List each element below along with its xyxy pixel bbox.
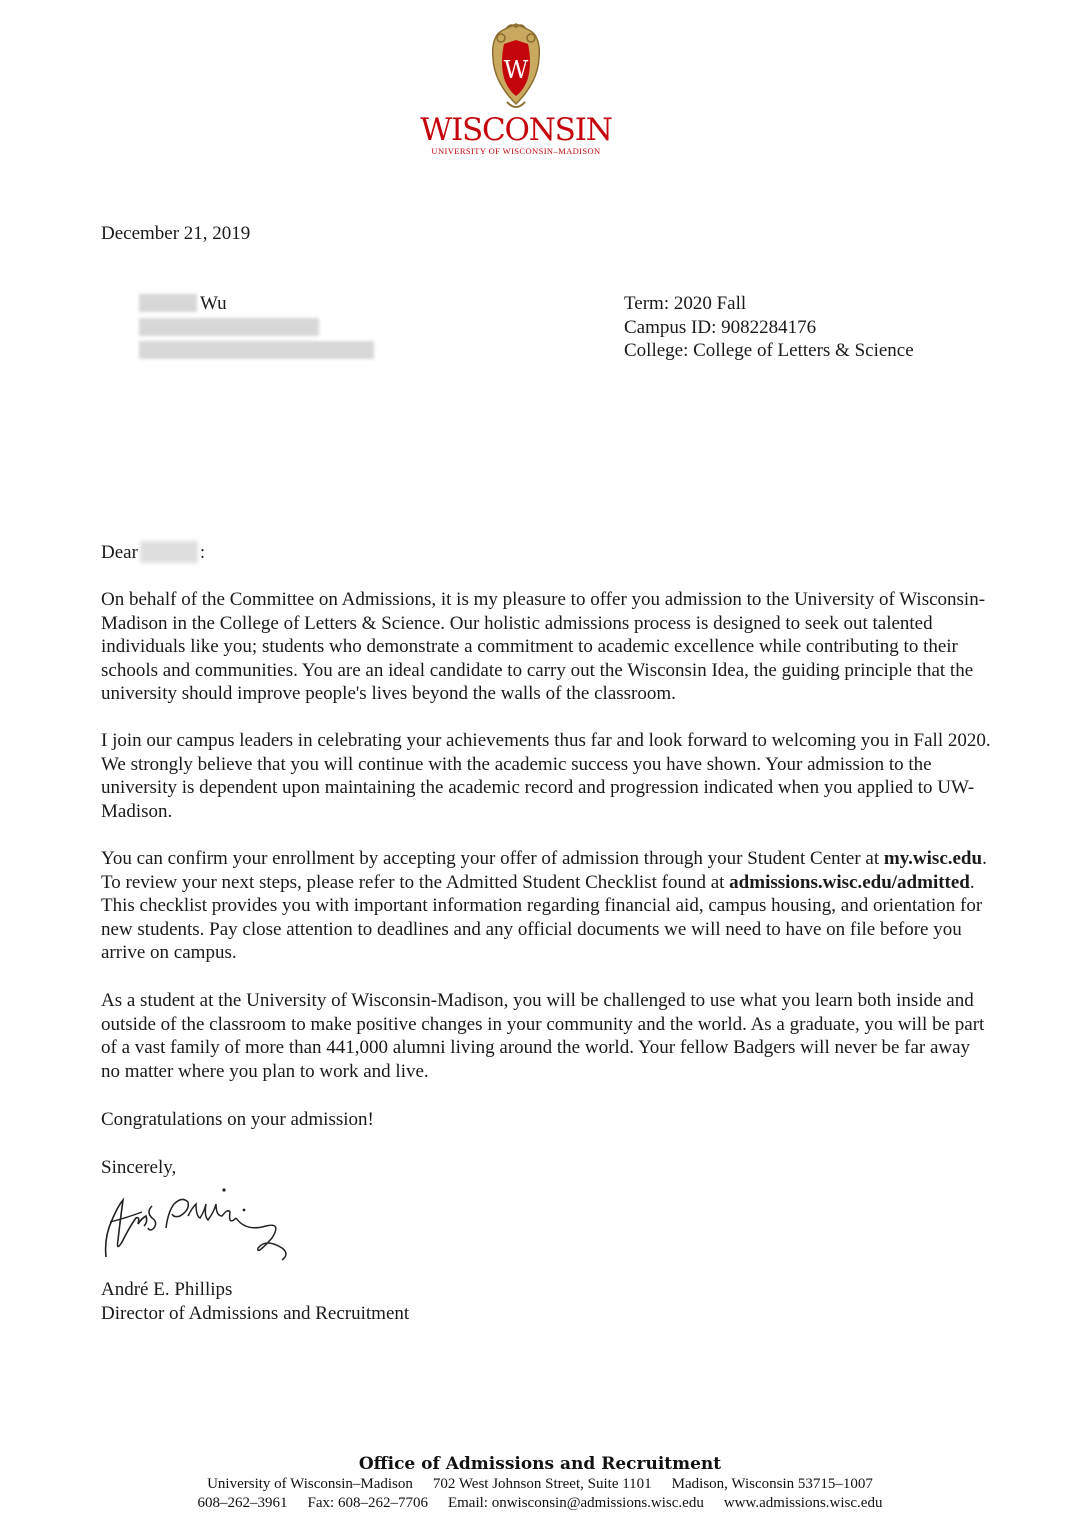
handwritten-signature — [96, 1182, 296, 1272]
letterhead — [416, 22, 616, 156]
signer-block — [101, 1278, 409, 1325]
link-admitted-checklist[interactable]: admissions.wisc.edu/admitted — [729, 871, 970, 893]
admission-details — [624, 292, 914, 363]
salutation-prefix: Dear — [101, 542, 138, 563]
letter-date: December 21, 2019 — [101, 223, 251, 244]
footer-street: 702 West Johnson Street, Suite 1101 — [432, 1476, 652, 1492]
footer-phone: 608–262–3961 — [197, 1495, 288, 1511]
signer-title: Director of Admissions and Recruitment — [101, 1302, 410, 1324]
paragraph-next-steps — [101, 847, 991, 965]
paragraph-offer: On behalf of the Committee on Admissions, it is my pleasure to offer you admission to the University of Wisconsin-Madison in the College of Letters & Science. Our holistic admissions process is designed to seek out talented individuals like you; students who demonstrate a commitment to academic excellence while contributing to their schools and communities. You are an ideal candidate to carry out the Wisconsin Idea, the guiding principle that the university should improve people's lives beyond the walls of the classroom. — [101, 589, 986, 704]
footer-address-line — [0, 1475, 1080, 1494]
redacted-recipient-name — [140, 541, 198, 563]
redacted-address-line-1 — [139, 318, 319, 336]
paragraph-badgers: As a student at the University of Wisconsin-Madison, you will be challenged to use what you learn both inside and outside of the classroom to make positive changes in your community and the world. As a graduate, you will be part of a vast family of more than 441,000 alumni living around the world. Your fellow Badgers will never be far away no matter where you plan to work and live. — [101, 990, 985, 1082]
recipient-surname: Wu — [200, 293, 227, 314]
footer-university: University of Wisconsin–Madison — [207, 1476, 413, 1492]
redacted-first-name — [139, 294, 197, 312]
sign-off: Sincerely, — [101, 1157, 177, 1178]
link-my-wisc[interactable]: my.wisc.edu — [883, 848, 983, 869]
footer-office: Office of Admissions and Recruitment — [358, 1454, 722, 1474]
college: College: College of Letters & Science — [624, 340, 914, 361]
uw-crest-logo — [485, 22, 547, 114]
wordmark: WISCONSIN — [420, 112, 612, 148]
salutation — [101, 541, 205, 565]
footer-city: Madison, Wisconsin 53715–1007 — [671, 1476, 873, 1492]
footer-contact-line — [0, 1494, 1080, 1513]
crest-letter: W — [503, 56, 529, 84]
recipient-address — [101, 292, 421, 364]
wordmark-subtitle: UNIVERSITY OF WISCONSIN–MADISON — [431, 146, 601, 156]
footer-email[interactable]: Email: onwisconsin@admissions.wisc.edu — [447, 1495, 704, 1511]
signer-name: André E. Phillips — [101, 1279, 233, 1300]
footer-website[interactable]: www.admissions.wisc.edu — [723, 1495, 883, 1511]
campus-id: Campus ID: 9082284176 — [624, 316, 817, 338]
salutation-suffix: : — [199, 542, 206, 563]
next-steps-text-2: . To review your next steps, please refer to the Admitted Student Checklist found at — [101, 848, 987, 893]
footer-fax: Fax: 608–262–7706 — [307, 1495, 428, 1511]
next-steps-text-1: You can confirm your enrollment by accepting your offer of admission through your Student Center at — [101, 848, 884, 869]
next-steps-text-3: . This checklist provides you with important information regarding financial aid, campus housing, and orientation for new students. Pay close attention to deadlines and any official documents we will need to have on file before you arrive on campus. — [101, 871, 983, 963]
congratulations: Congratulations on your admission! — [101, 1109, 374, 1130]
term: Term: 2020 Fall — [624, 293, 747, 314]
footer — [0, 1453, 1080, 1513]
paragraph-achievements: I join our campus leaders in celebrating your achievements thus far and look forward to welcoming you in Fall 2020. We strongly believe that you will continue with the academic success you have shown. Your admission to the university is dependent upon maintaining the academic record and progression indicated when you applied to UW-Madison. — [101, 730, 991, 822]
redacted-address-line-2 — [139, 341, 374, 359]
